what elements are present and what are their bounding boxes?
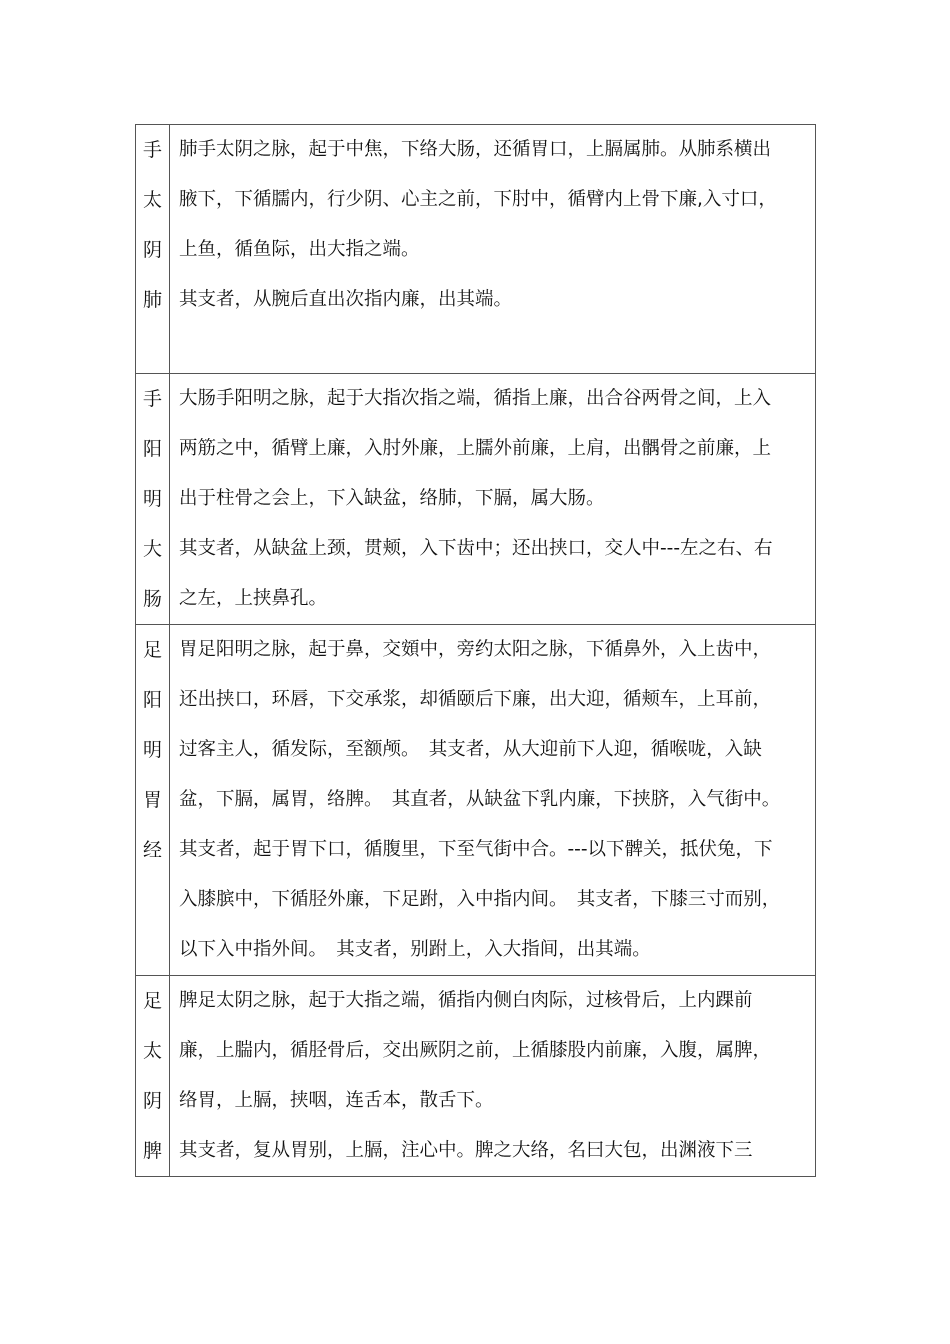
text-line: 还出挟口，环唇，下交承浆，却循颐后下廉，出大迎，循颊车，上耳前， bbox=[179, 689, 772, 710]
text-line: 廉，上腨内，循胫骨后，交出厥阴之前，上循膝股内前廉，入腹，属脾， bbox=[179, 1040, 772, 1061]
text-line: 两筋之中，循臂上廉，入肘外廉，上臑外前廉，上肩，出髃骨之前廉，上 bbox=[179, 438, 772, 459]
text-line: 之左，上挟鼻孔。 bbox=[179, 588, 328, 609]
meridian-name-char: 大 bbox=[142, 538, 162, 560]
text-line: 腋下，下循臑内，行少阴、心主之前，下肘中，循臂内上骨下廉,入寸口， bbox=[179, 189, 777, 210]
table-row bbox=[136, 374, 816, 625]
meridian-name-char: 阳 bbox=[142, 438, 162, 460]
meridian-text-cell bbox=[170, 125, 816, 374]
meridian-name-cell bbox=[136, 374, 170, 625]
meridian-text-cell bbox=[170, 625, 816, 976]
text-line: 胃足阳明之脉，起于鼻，交頞中，旁约太阳之脉，下循鼻外，入上齿中， bbox=[179, 639, 772, 660]
meridian-name-char: 脾 bbox=[142, 1140, 162, 1162]
meridian-name-char: 阴 bbox=[142, 239, 162, 261]
meridian-name-char: 足 bbox=[142, 990, 162, 1012]
meridian-name-cell bbox=[136, 976, 170, 1177]
meridian-name-char: 太 bbox=[142, 189, 162, 211]
meridian-name-char: 手 bbox=[142, 139, 162, 161]
text-line: 脾足太阴之脉，起于大指之端，循指内侧白肉际，过核骨后，上内踝前 bbox=[179, 990, 753, 1011]
meridian-name-char: 明 bbox=[142, 488, 162, 510]
text-line: 出于柱骨之会上，下入缺盆，络肺，下膈，属大肠。 bbox=[179, 488, 605, 509]
meridian-text-cell bbox=[170, 976, 816, 1177]
text-line: 入膝膑中，下循胫外廉，下足跗，入中指内间。 其支者，下膝三寸而别， bbox=[179, 889, 781, 910]
text-line: 肺手太阴之脉，起于中焦，下络大肠，还循胃口，上膈属肺。从肺系横出 bbox=[179, 139, 772, 160]
meridian-name-cell bbox=[136, 625, 170, 976]
text-line: 其支者，从缺盆上颈，贯颊，入下齿中；还出挟口，交人中---左之右、右 bbox=[179, 538, 773, 559]
text-line: 其支者，从腕后直出次指内廉，出其端。 bbox=[179, 289, 513, 310]
meridian-name-char: 阳 bbox=[142, 689, 162, 711]
table-row bbox=[136, 976, 816, 1177]
text-line: 其支者，起于胃下口，循腹里，下至气街中合。---以下髀关，抵伏兔，下 bbox=[179, 839, 773, 860]
text-line: 上鱼，循鱼际，出大指之端。 bbox=[179, 239, 420, 260]
meridian-name-char: 手 bbox=[142, 388, 162, 410]
text-line: 络胃，上膈，挟咽，连舌本，散舌下。 bbox=[179, 1090, 494, 1111]
meridian-name-char: 肠 bbox=[142, 588, 162, 610]
meridian-name-char: 肺 bbox=[142, 289, 162, 311]
table-row bbox=[136, 125, 816, 374]
meridian-name-char: 太 bbox=[142, 1040, 162, 1062]
meridian-name-char: 明 bbox=[142, 739, 162, 761]
meridian-name-char: 经 bbox=[142, 839, 162, 861]
text-line: 大肠手阳明之脉，起于大指次指之端，循指上廉，出合谷两骨之间，上入 bbox=[179, 388, 772, 409]
meridian-text-cell bbox=[170, 374, 816, 625]
text-line: 过客主人，循发际，至额颅。 其支者，从大迎前下人迎，循喉咙，入缺 bbox=[179, 739, 762, 760]
meridian-name-char: 胃 bbox=[142, 789, 162, 811]
meridian-name-cell bbox=[136, 125, 170, 374]
table-row bbox=[136, 625, 816, 976]
text-line: 以下入中指外间。 其支者，别跗上，入大指间，出其端。 bbox=[179, 939, 651, 960]
meridian-name-char: 阴 bbox=[142, 1090, 162, 1112]
meridian-name-char: 足 bbox=[142, 639, 162, 661]
text-line: 盆，下膈，属胃，络脾。 其直者，从缺盆下乳内廉，下挟脐，入气街中。 bbox=[179, 789, 781, 810]
meridian-table bbox=[135, 124, 816, 1177]
text-line: 其支者，复从胃别，上膈，注心中。脾之大络，名曰大包，出渊液下三 bbox=[179, 1140, 753, 1161]
